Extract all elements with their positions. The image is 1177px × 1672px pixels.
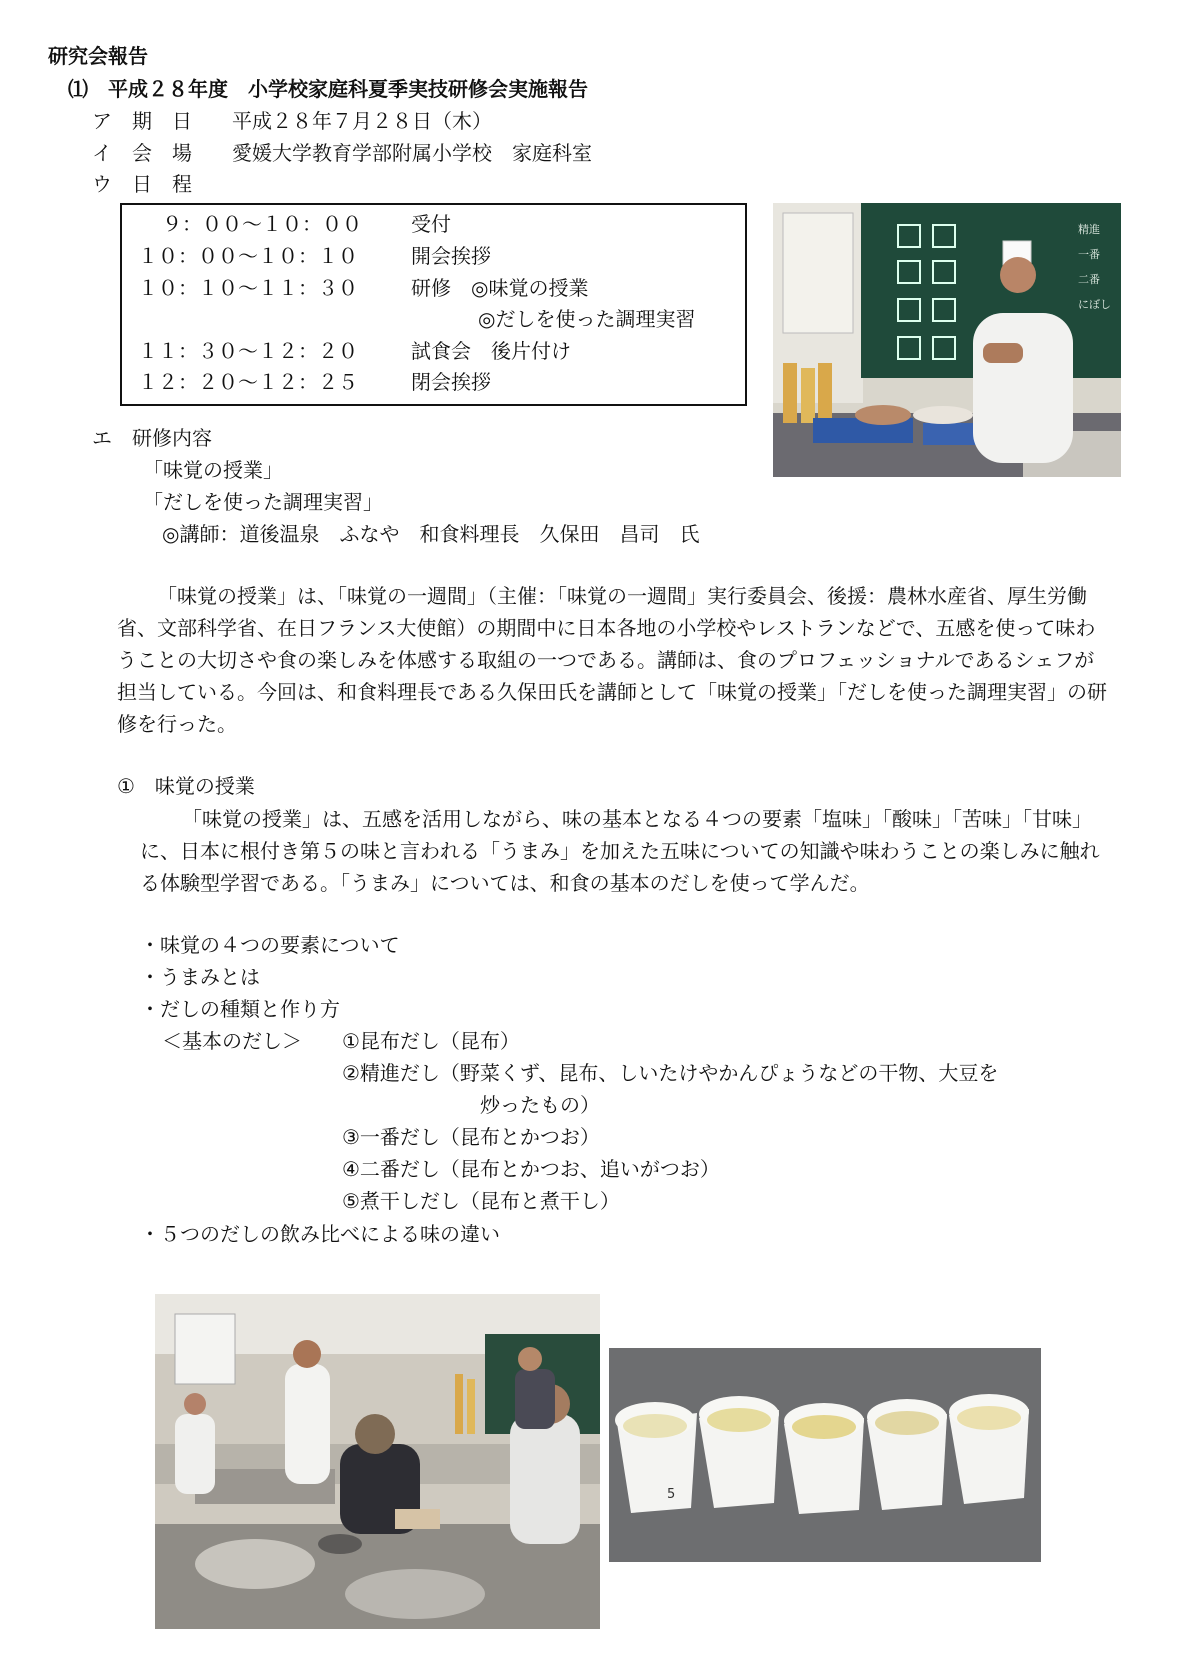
chalk-text-3: 二番 [1078, 273, 1100, 286]
cup-number-5: 5 [667, 1487, 676, 1502]
dashi-cups-photo [609, 1348, 1041, 1562]
schedule-time-4: １１：３０～１２：２０ [138, 339, 358, 363]
venue-value: 愛媛大学教育学部附属小学校 家庭科室 [232, 141, 592, 165]
chalk-text-1: 精進 [1078, 223, 1100, 236]
date-value: 平成２８年７月２８日（木） [232, 109, 492, 133]
schedule-time-1: ９：００～１０：００ [162, 212, 362, 236]
schedule-item-3b: ◎だしを使った調理実習 [478, 307, 696, 331]
report-title: ⑴ 平成２８年度 小学校家庭科夏季実技研修会実施報告 [68, 77, 588, 101]
intro-paragraph: 「味覚の授業」は、「味覚の一週間」（主催：「味覚の一週間」実行委員会、後援：農林水産省、厚生労働省、文部科学省、在日フランス大使館）の期間中に日本各地の小学校やレストランなどで、五感を使って味わうことの大切さや食の楽しみを体感する取組の一つである。講師は、食のプロフェッショナルであるシェフが担当している。今回は、和食料理長である久保田氏を講師として「味覚の授業」「だしを使った調理実習」の研修を行った。 [117, 584, 1107, 736]
classroom-photo [155, 1294, 600, 1629]
bullet-2: ・うまみとは [140, 965, 260, 989]
dashi-item-4: ④二番だし（昆布とかつお、追いがつお） [342, 1157, 720, 1181]
page-header: 研究会報告 [48, 44, 148, 68]
dashi-item-1: ①昆布だし（昆布） [342, 1029, 520, 1053]
chalk-text-4: にぼし [1078, 298, 1111, 311]
dashi-item-3: ③一番だし（昆布とかつお） [342, 1125, 600, 1149]
dashi-item-2: ②精進だし（野菜くず、昆布、しいたけやかんぴょうなどの干物、大豆を [342, 1061, 999, 1085]
schedule-item-2: 開会挨拶 [411, 244, 491, 268]
section-heading: ① 味覚の授業 [117, 774, 255, 798]
dashi-item-2b: 炒ったもの） [480, 1093, 600, 1117]
section-paragraph: 「味覚の授業」は、五感を活用しながら、味の基本となる４つの要素「塩味」「酸味」「苦味」「甘味」に、日本に根付き第５の味と言われる「うまみ」を加えた五味についての知識や味わうことの楽しみに触れる体験型学習である。「うまみ」については、和食の基本のだしを使って学んだ。 [140, 807, 1100, 895]
venue-label: イ 会 場 [92, 141, 192, 165]
schedule-item-1: 受付 [411, 212, 451, 236]
schedule-item-3: 研修 ◎味覚の授業 [411, 276, 589, 300]
chef-photo [773, 203, 1121, 477]
training-item-1: 「味覚の授業」 [143, 458, 283, 482]
schedule-label: ウ 日 程 [92, 172, 192, 196]
bullet-4: ・５つのだしの飲み比べによる味の違い [140, 1222, 500, 1246]
schedule-time-3: １０：１０～１１：３０ [138, 276, 358, 300]
dashi-item-5: ⑤煮干しだし（昆布と煮干し） [342, 1189, 620, 1213]
bullet-3: ・だしの種類と作り方 [140, 997, 340, 1021]
schedule-time-5: １２：２０～１２：２５ [138, 370, 358, 394]
schedule-time-2: １０：００～１０：１０ [138, 244, 358, 268]
dashi-label: ＜基本のだし＞ [162, 1029, 302, 1053]
schedule-item-4: 試食会 後片付け [411, 339, 571, 363]
lecturer: ◎講師：道後温泉 ふなや 和食料理長 久保田 昌司 氏 [162, 522, 700, 546]
dashi-cups [615, 1394, 1029, 1514]
training-item-2: 「だしを使った調理実習」 [143, 490, 383, 514]
schedule-item-5: 閉会挨拶 [411, 370, 491, 394]
date-label: ア 期 日 [92, 109, 192, 133]
training-label: エ 研修内容 [92, 426, 212, 450]
chalk-text-2: 一番 [1078, 248, 1100, 261]
bullet-1: ・味覚の４つの要素について [140, 933, 400, 957]
